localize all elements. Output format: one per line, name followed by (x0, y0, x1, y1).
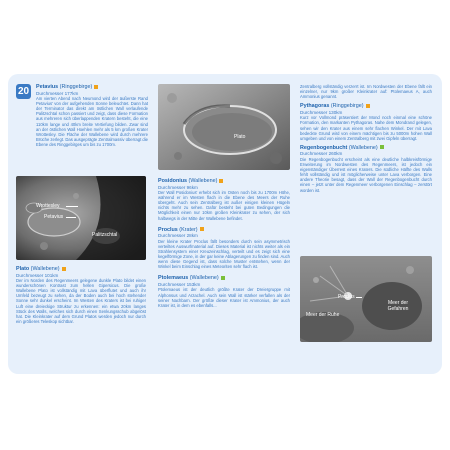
petavius-photo (16, 176, 146, 260)
entry-text: Ptolemaeus ist der deutlich größte Krater der Dreiergruppe mit Alphonsus und Arzachel. Auch sein Wall ist stärker verfallen als der seiner Nachbarn. Der größte dieser Krater ist Ammonius, der auch Krater ist, in dem es ebenfalls... (158, 287, 290, 308)
image-label: Petavius (44, 214, 64, 220)
entry-subtitle: Durchmesser 130km (300, 109, 343, 115)
entry-title: Regenbogenbucht (300, 144, 348, 151)
image-label: Meer der Gefahren (387, 300, 409, 312)
entry-title: Plato (16, 266, 30, 272)
plato-photo (158, 84, 290, 170)
entry-title: Petavius (36, 84, 59, 90)
marker-green-icon (380, 145, 384, 149)
label-leader-line (66, 206, 78, 207)
marker-orange-icon (366, 104, 370, 108)
column-right (300, 84, 432, 193)
image-label: Proclus (338, 294, 355, 300)
marker-green-icon (221, 276, 225, 280)
entry-type: (Wallebene) (187, 178, 218, 184)
marker-orange-icon (200, 227, 204, 231)
entry-text: Die Regenbogenbucht erscheint als eine deutliche halbkreisförmige Erweiterung im Nordwesten des Regenmeers, ist jedoch ein eigenständiger Überrest eines Kraters. Die südliche Hälfte des Walls fehlt vollständig und ist möglicherweise unter Lava verborgen. Eine andere Theorie besagt, dass der Wall der Regenbogenbucht durch einen – jetzt unter dem Regenmeer verborgenen Einschlag – zerstört worden ist. (300, 156, 432, 193)
entry-text: Der kleine Krater Proclus fällt besonders durch sein asymmetrisch verteiltes Auswurfmaterial auf. Dieses Material ist nichts weiter als ein Strahlensystem einer Kreuzeinschlag, verteilt und es zeigt sich eine kegelförmige Zone, in der gar keine Ablagerungen zu finden sind. Auch wenn diese Gegend ist, dass solche Muster entstehen, wenn der Winkel beim Einschlag eines Meteoriten sehr flach ist. (158, 238, 290, 270)
image-label: Plato (234, 134, 246, 140)
marker-orange-icon (62, 267, 66, 271)
page-number-badge: 20 (17, 86, 30, 97)
entry-plato (16, 266, 146, 324)
entry-pythagoras (300, 103, 432, 141)
entry-regenbogenbucht (300, 145, 432, 193)
label-leader-line (356, 297, 362, 298)
entry-type: (Wallebene) (29, 266, 60, 272)
entry-ptolemaeus (158, 275, 290, 307)
entry-type: (Krater) (177, 226, 198, 233)
entry-text: Der im Norden des Regenmeers gelegene dunkle Plato bildet einen wunderschönen Kontrast zum hellen Gipersicus. Die große Wallebene Plato ist vollständig mit Lava überflutet und auch ihr Umfeld bezeugt zu sehen, da der Boden auch bei hoch stehender Sonne sehr dunkel erscheint. Im Westen des Kraters ist bei ruhiger Luft eine dreieckige Struktur zu erkennen: ein etwa 20km langes Stück des Walls, welches sich durch einen Senkungsschub abgelöst hat. Die Kleinkrater auf dem Grund Platos werden jedoch nur durch ein größeres Teleskop sichtbar. (16, 278, 146, 324)
entry-text: Kurz vor Vollmond präsentiert der Mond noch einmal eine schöne Formation, den markanten Pythagoras. Nahe dem Mondrand gelegen, sehen wir den Krater aus einem sehr flachen Winkel. Der mit Lava bedeckte Grund wird von einem mächtigen bis zu 5000m hohen Wall umgeben und von einem Zentralberg mit zwei Gipfeln überragt. (300, 115, 432, 141)
entry-subtitle: Durchmesser 101km (16, 272, 59, 278)
entry-text: Der Wall Posidonius' erhebt sich im Osten noch bis zu 1700m Höhe, während er im Westen flach in die Ebene des Meers der Ruhe übergeht. Auch sein Zentralberg ist außer einigen kleinen Hügeln nichts mehr zu sehen. Dafür besteht bei guten Bedingungen die Möglichkeit einen nur 10km großen Kleinkrater zu sehen, der sich halbwegs in der Mitte der Wallebene befindet. (158, 190, 290, 221)
column-middle (158, 178, 290, 308)
entry-subtitle: Durchmesser 177km (36, 90, 79, 96)
entry-type: (Ringgebirge) (58, 84, 93, 90)
entry-type: (Wallebene) (188, 275, 219, 282)
label-leader-line (66, 217, 76, 218)
image-label: Meer der Ruhe (306, 312, 340, 318)
entry-subtitle: Durchmesser 260km (300, 151, 343, 157)
entry-posidonius (158, 178, 290, 221)
image-label: Wrottesley (36, 203, 60, 209)
entry-proclus (158, 227, 290, 270)
entry-continuation-text: Zentralberg vollständig verzerrt ist. Im Nordwesten der Ebene fällt ein einzelner, nur 9km großer Kleinkrater auf: Ptolemaeus A, auch Ammonius genannt. (300, 84, 432, 100)
entry-petavius (36, 84, 148, 148)
entry-text: Am vierten Abend nach Neumond wird der äußerste Rand Petavius' von der aufgehenden Sonne beleuchtet. Dann hat der Terminator das direkt am östlichen Wall verlaufende Palitzschtal schon passiert und zeigt, dass diese Formation aus mehreren sich überlappenden Kratern besteht, die eine 110km lange und 40km breite Vertiefung bilden. Zwar sind an der östlichen Wall Hoehlen mehr als 5 km großen Krater Wrottesley. Die Fläche der Wallebene wird durch mehrere Brüche zerlegt. Das ausgeprägte Zentralmassiv überragt die Ebene des Ringgebirges um bis zu 1700m. (36, 96, 148, 147)
entry-title: Pythagoras (300, 103, 330, 110)
entry-type: (Ringgebirge) (329, 103, 364, 110)
entry-title: Posidonius (158, 178, 188, 184)
proclus-photo (300, 256, 432, 342)
entry-title: Ptolemaeus (158, 275, 189, 282)
marker-orange-icon (219, 179, 223, 183)
entry-title: Proclus (158, 226, 178, 233)
entry-subtitle: Durchmesser 28km (158, 233, 198, 239)
entry-type: (Wallebene) (347, 144, 378, 151)
entry-subtitle: Durchmesser 96km (158, 184, 198, 190)
entry-subtitle: Durchmesser 153km (158, 281, 201, 287)
marker-orange-icon (94, 85, 98, 89)
image-label: Palitzschtal (92, 232, 118, 238)
